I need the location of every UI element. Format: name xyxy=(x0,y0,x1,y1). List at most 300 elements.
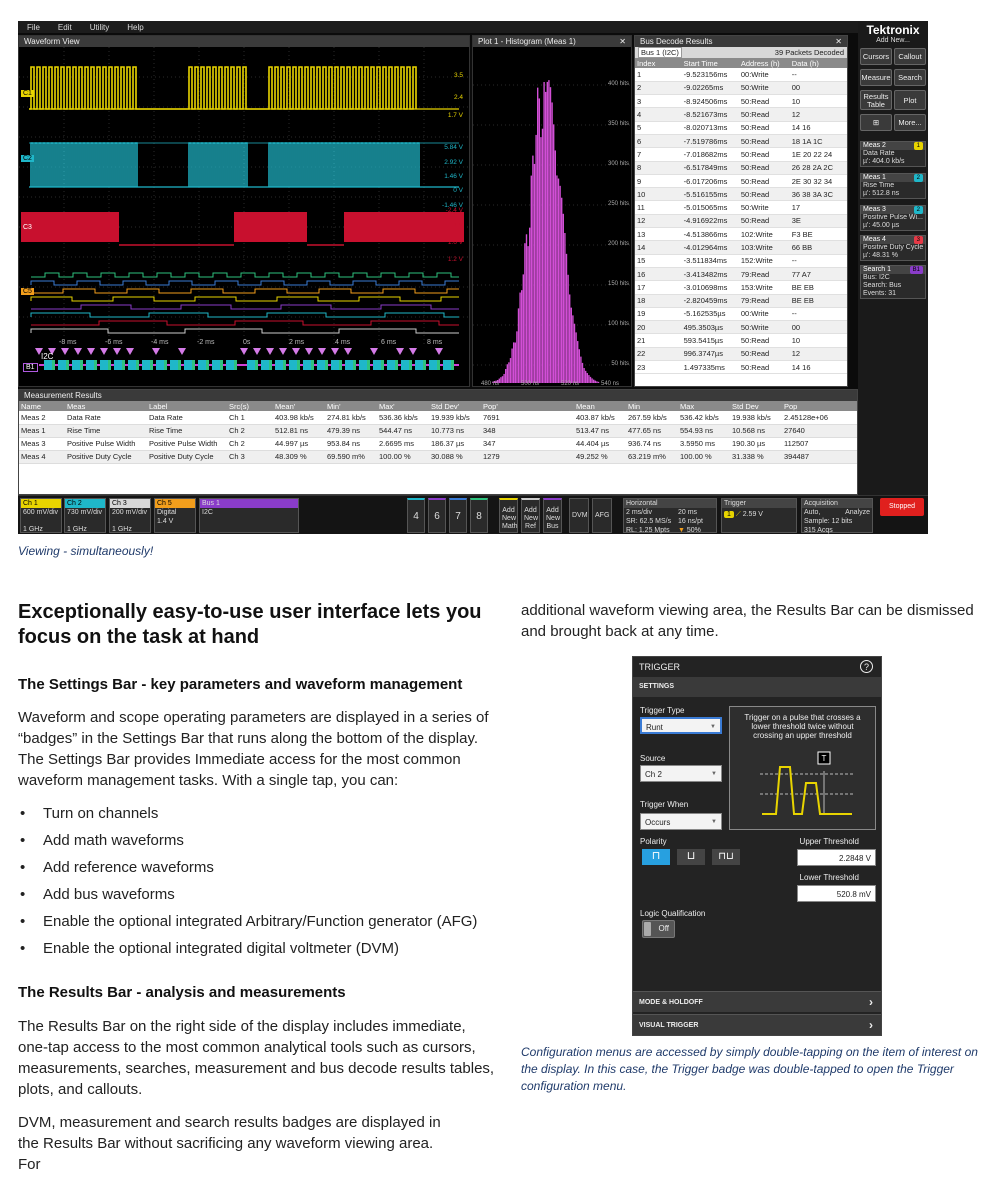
time-tick: -8 ms xyxy=(59,339,77,346)
table-cell: 44.404 µs xyxy=(574,437,626,450)
meas-col-header[interactable]: Label xyxy=(147,401,227,411)
table-cell: 30.088 % xyxy=(429,450,481,463)
table-cell: 19 xyxy=(635,307,682,320)
logic-qualification-toggle[interactable]: Off xyxy=(642,920,675,938)
table-cell: 536.36 kb/s xyxy=(377,411,429,424)
meas-col-header[interactable]: Min' xyxy=(325,401,377,411)
table-cell: -4.916922ms xyxy=(682,214,739,227)
polarity-either-button[interactable]: ⊓⊔ xyxy=(712,849,740,865)
time-tick: 0s xyxy=(243,339,251,346)
table-cell: 3E xyxy=(790,214,847,227)
trigger-when-label: Trigger When xyxy=(640,800,689,809)
add-new-label: Ref xyxy=(525,523,536,530)
table-row[interactable] xyxy=(635,241,847,254)
table-cell: 44.997 µs xyxy=(273,437,325,450)
trigger-type-select[interactable]: Runt ▼ xyxy=(640,717,722,734)
table-cell: 50:Read xyxy=(739,214,790,227)
polarity-negative-button[interactable]: ⊔ xyxy=(677,849,705,865)
waveform-plot[interactable] xyxy=(19,47,469,387)
table-cell: -4.513866ms xyxy=(682,228,739,241)
hist-y-label: 300 hits xyxy=(607,161,629,167)
trigger-type-label: Trigger Type xyxy=(640,706,685,715)
table-cell xyxy=(528,437,574,450)
table-cell: 26 28 2A 2C xyxy=(790,161,847,174)
ch2-waveform xyxy=(29,143,459,187)
table-cell: 7 xyxy=(635,148,682,161)
waveform-view-title: Waveform View xyxy=(19,36,469,47)
table-cell: 12 xyxy=(790,108,847,121)
table-cell: Rise Time xyxy=(65,424,147,437)
channel-badge-0[interactable] xyxy=(20,498,62,533)
table-cell: 403.87 kb/s xyxy=(574,411,626,424)
measurement-results-title: Measurement Results xyxy=(19,390,857,401)
badge-header: Ch 5 xyxy=(155,499,195,508)
menu-help[interactable]: Help xyxy=(127,22,144,32)
table-cell: 479.39 ns xyxy=(325,424,377,437)
table-cell: Meas 4 xyxy=(19,450,65,463)
table-cell: 10 xyxy=(790,95,847,108)
table-cell: 50:Read xyxy=(739,148,790,161)
add-new-label: Bus xyxy=(546,523,559,530)
table-cell: 1.497335ms xyxy=(682,361,739,374)
results-bar xyxy=(858,21,928,495)
bus-decode-table xyxy=(635,58,847,374)
table-row[interactable] xyxy=(635,347,847,360)
table-cell: 50:Read xyxy=(739,134,790,147)
table-cell: 77 A7 xyxy=(790,267,847,280)
badge-line: 600 mV/div xyxy=(23,509,59,516)
table-cell: 48.309 % xyxy=(273,450,325,463)
table-cell: 79:Read xyxy=(739,294,790,307)
bus-tag[interactable]: B1 xyxy=(23,363,38,372)
table-row[interactable] xyxy=(635,174,847,187)
table-row[interactable] xyxy=(635,334,847,347)
section-heading: Exceptionally easy-to-use user interface lets you focus on the task at hand xyxy=(18,601,482,648)
table-cell: Meas 3 xyxy=(19,437,65,450)
table-cell: 20 xyxy=(635,321,682,334)
mode-holdoff-section[interactable]: MODE & HOLDOFF › xyxy=(633,991,881,1012)
table-row[interactable] xyxy=(635,95,847,108)
table-row[interactable] xyxy=(19,450,857,463)
table-row[interactable] xyxy=(635,361,847,374)
table-cell: 23 xyxy=(635,361,682,374)
table-cell: 103:Write xyxy=(739,241,790,254)
badge-line: I2C xyxy=(202,509,213,516)
table-cell: 10.773 ns xyxy=(429,424,481,437)
table-cell: -3.511834ms xyxy=(682,254,739,267)
menu-bar xyxy=(18,21,858,33)
table-cell: 936.74 ns xyxy=(626,437,678,450)
meas-col-header[interactable]: Name xyxy=(19,401,65,411)
table-cell: 15 xyxy=(635,254,682,267)
bus-col-header[interactable]: Data (h) xyxy=(790,58,847,68)
badge-header: Ch 3 xyxy=(110,499,150,508)
table-cell: 18 1A 1C xyxy=(790,134,847,147)
table-row[interactable] xyxy=(19,424,857,437)
badge-line: 1 GHz xyxy=(67,526,87,533)
table-cell: 593.5415µs xyxy=(682,334,739,347)
results-table-button[interactable]: Results Table xyxy=(860,90,892,110)
bus-decode-title: Bus Decode Results ✕ xyxy=(635,36,847,47)
add-new-label: New xyxy=(546,515,561,522)
table-cell: 22 xyxy=(635,347,682,360)
time-tick: -4 ms xyxy=(151,339,169,346)
add-new-label: Math xyxy=(502,523,518,530)
table-cell: Positive Duty Cycle xyxy=(65,450,147,463)
result-badge-1[interactable]: Meas 1 2 Rise Time µ': 512.8 ns xyxy=(860,173,926,199)
table-row[interactable] xyxy=(635,161,847,174)
horizontal-badge[interactable]: Horizontal 2 ms/div 20 ms SR: 62.5 MS/s 16 ns/pt RL: 1.25 Mpts ▼ 50% xyxy=(623,498,717,533)
table-cell: Data Rate xyxy=(65,411,147,424)
add-new-label: Add xyxy=(502,507,515,514)
table-cell: 186.37 µs xyxy=(429,437,481,450)
scale-label: 5.84 V xyxy=(444,144,463,151)
table-row[interactable] xyxy=(635,254,847,267)
table-cell: 12 xyxy=(635,214,682,227)
bus-col-header[interactable]: Address (h) xyxy=(739,58,790,68)
table-row[interactable] xyxy=(635,201,847,214)
results-bar-heading: The Results Bar - analysis and measurements xyxy=(18,984,346,1001)
scale-label: 0 V xyxy=(453,187,463,194)
chevron-down-icon: ▼ xyxy=(710,724,716,730)
table-cell: F3 BE xyxy=(790,228,847,241)
visual-trigger-section[interactable]: VISUAL TRIGGER › xyxy=(633,1014,881,1035)
table-cell: 14 xyxy=(635,241,682,254)
table-row[interactable] xyxy=(635,321,847,334)
upper-threshold-input[interactable]: 2.2848 V xyxy=(797,849,876,866)
tektronix-logo: Tektronix xyxy=(866,23,920,37)
time-tick: -2 ms xyxy=(197,339,215,346)
add-channel-7-button[interactable]: 7 xyxy=(449,498,467,533)
table-cell: 1279 xyxy=(481,450,528,463)
source-select[interactable]: Ch 2 ▼ xyxy=(640,765,722,782)
table-cell: 50:Write xyxy=(739,321,790,334)
table-row[interactable] xyxy=(19,437,857,450)
results-bar-paragraph-1: The Results Bar on the right side of the display includes immediate, one-tap access to the most common analytical tools such as cursors, measurements, searches, measurement and bus decode results tables, plots, and callouts. xyxy=(18,1018,495,1098)
table-cell: 50:Read xyxy=(739,161,790,174)
hist-x-label: 520 ns xyxy=(561,381,580,387)
meas-col-header[interactable]: Meas xyxy=(65,401,147,411)
settings-section-header[interactable]: SETTINGS xyxy=(633,677,881,697)
table-row[interactable] xyxy=(635,134,847,147)
meas-col-header[interactable]: Std Dev xyxy=(730,401,782,411)
list-item: • Enable the optional integrated Arbitrary/Function generator (AFG) xyxy=(18,911,477,938)
table-cell: 27640 xyxy=(782,424,857,437)
table-cell: 9 xyxy=(635,174,682,187)
table-cell: Meas 2 xyxy=(19,411,65,424)
list-item: • Add bus waveforms xyxy=(18,884,477,911)
table-cell: 5 xyxy=(635,121,682,134)
measurement-results[interactable] xyxy=(18,389,858,495)
list-item: • Add reference waveforms xyxy=(18,857,477,884)
meas-col-header[interactable]: Mean' xyxy=(273,401,325,411)
toggle-knob xyxy=(644,922,651,936)
table-cell: 50:Read xyxy=(739,188,790,201)
oscilloscope-screen xyxy=(18,21,928,534)
bus-label: I2C xyxy=(41,352,54,361)
hist-x-label: 540 ns xyxy=(601,381,620,387)
help-icon[interactable]: ? xyxy=(860,660,873,673)
feature-list xyxy=(18,803,477,965)
badge-header: Ch 1 xyxy=(21,499,61,508)
close-icon[interactable]: ✕ xyxy=(835,37,842,46)
table-row[interactable] xyxy=(635,68,847,81)
table-cell: 348 xyxy=(481,424,528,437)
list-item: • Enable the optional integrated digital voltmeter (DVM) xyxy=(18,938,477,965)
table-cell: 79:Read xyxy=(739,267,790,280)
upper-threshold-label: Upper Threshold xyxy=(799,837,859,846)
table-cell: 69.590 m% xyxy=(325,450,377,463)
meas-col-header[interactable]: Std Dev' xyxy=(429,401,481,411)
figure-caption-1: Viewing - simultaneously! xyxy=(18,544,154,558)
add-channel-6-button[interactable]: 6 xyxy=(428,498,446,533)
table-cell: 347 xyxy=(481,437,528,450)
bus-col-header[interactable]: Index xyxy=(635,58,682,68)
table-row[interactable] xyxy=(635,108,847,121)
badge-line: 1.4 V xyxy=(157,518,174,525)
table-row[interactable] xyxy=(635,281,847,294)
close-icon[interactable]: ✕ xyxy=(619,37,626,46)
measurement-table xyxy=(19,401,857,464)
table-cell: 1E 20 22 24 xyxy=(790,148,847,161)
table-cell: -9.02265ms xyxy=(682,81,739,94)
table-cell: 13 xyxy=(635,228,682,241)
table-cell: -4.012964ms xyxy=(682,241,739,254)
channel-badge-4[interactable] xyxy=(199,498,299,533)
scale-label: 2 V xyxy=(453,222,463,229)
more-button[interactable]: More... xyxy=(894,114,926,131)
table-cell: 50:Read xyxy=(739,361,790,374)
table-cell: 190.30 µs xyxy=(730,437,782,450)
stopped-button[interactable]: Stopped xyxy=(880,498,924,516)
channel-badge-2[interactable] xyxy=(109,498,151,533)
add-channel-4-button[interactable]: 4 xyxy=(407,498,425,533)
badge-line: 1 GHz xyxy=(23,526,43,533)
list-item: • Turn on channels xyxy=(18,803,477,830)
table-cell: 50:Read xyxy=(739,95,790,108)
add-new-button-1[interactable] xyxy=(521,498,540,533)
add-new-button-2[interactable] xyxy=(543,498,562,533)
table-cell: -5.516155ms xyxy=(682,188,739,201)
table-cell: Ch 2 xyxy=(227,437,273,450)
logic-qualification-label: Logic Qualification xyxy=(640,909,706,918)
chevron-right-icon: › xyxy=(869,1018,873,1032)
table-cell: 2E 30 32 34 xyxy=(790,174,847,187)
scale-label: 1.2 V xyxy=(447,256,463,263)
table-cell: 513.47 ns xyxy=(574,424,626,437)
table-cell: Positive Pulse Width xyxy=(147,437,227,450)
settings-bar-paragraph: Waveform and scope operating parameters are displayed in a series of “badges” in the Settings Bar that runs along the bottom of the display. The Settings Bar provides Immediate access for the most common waveform management tasks. With a single tap, you can: xyxy=(18,709,489,789)
table-cell: 267.59 kb/s xyxy=(626,411,678,424)
table-cell: -5.162535µs xyxy=(682,307,739,320)
badge-line: Digital xyxy=(157,509,177,516)
add-new-label: New xyxy=(524,515,539,522)
acquisition-badge[interactable]: Acquisition Auto, Analyze Sample: 12 bits 315 Acqs xyxy=(801,498,873,533)
settings-bar xyxy=(18,495,928,534)
trigger-description: Trigger on a pulse that crosses a lower threshold twice without crossing an upper threshold xyxy=(744,713,861,740)
dvm-button[interactable]: DVM xyxy=(569,498,589,533)
meas-col-header[interactable]: Max xyxy=(678,401,730,411)
runt-pulse-diagram xyxy=(730,747,875,827)
table-cell: -8.924506ms xyxy=(682,95,739,108)
trigger-config-menu xyxy=(632,656,882,1036)
table-cell: -2.820459ms xyxy=(682,294,739,307)
lower-threshold-input[interactable]: 520.8 mV xyxy=(797,885,876,902)
table-cell: 17 xyxy=(635,281,682,294)
result-badge-4[interactable]: Search 1 B1 Bus: I2C Search: Bus Events: 31 xyxy=(860,265,926,299)
table-cell: 00 xyxy=(790,81,847,94)
ch5-label[interactable]: C5 xyxy=(23,288,32,295)
table-cell: 554.93 ns xyxy=(678,424,730,437)
table-cell: 00:Write xyxy=(739,68,790,81)
table-cell: 112507 xyxy=(782,437,857,450)
add-new-label: Add xyxy=(546,507,559,514)
chevron-down-icon: ▼ xyxy=(711,819,717,825)
table-row[interactable] xyxy=(635,214,847,227)
afg-button[interactable]: AFG xyxy=(592,498,612,533)
polarity-label: Polarity xyxy=(640,837,667,846)
meas-col-header[interactable]: Max' xyxy=(377,401,429,411)
table-cell: 10.568 ns xyxy=(730,424,782,437)
table-cell: 153:Write xyxy=(739,281,790,294)
search-button[interactable]: Search xyxy=(894,69,926,86)
scale-label: 1.46 V xyxy=(444,173,463,180)
bus-decode-results[interactable] xyxy=(634,35,848,387)
table-cell: -- xyxy=(790,68,847,81)
table-cell: -3.413482ms xyxy=(682,267,739,280)
menu-file[interactable]: File xyxy=(27,22,40,32)
meas-col-header[interactable]: Pop' xyxy=(481,401,528,411)
table-row[interactable] xyxy=(635,294,847,307)
table-cell: -7.519786ms xyxy=(682,134,739,147)
table-cell: 512.81 ns xyxy=(273,424,325,437)
table-cell: 18 xyxy=(635,294,682,307)
table-cell: 274.81 kb/s xyxy=(325,411,377,424)
plot-button[interactable]: Plot xyxy=(894,90,926,110)
table-cell: 4 xyxy=(635,108,682,121)
meas-col-header[interactable] xyxy=(528,401,574,411)
digital-waveforms xyxy=(31,273,459,346)
hist-y-label: 100 hits xyxy=(607,321,629,327)
result-badge-0[interactable]: Meas 2 1 Data Rate µ': 404.0 kb/s xyxy=(860,141,926,167)
table-cell: -- xyxy=(790,307,847,320)
table-cell: 536.42 kb/s xyxy=(678,411,730,424)
table-cell: 2.6695 ms xyxy=(377,437,429,450)
results-bar-paragraph-2: DVM, measurement and search results badges are displayed in the Results Bar without sacrificing any waveform viewing area. For xyxy=(18,1114,441,1173)
chevron-down-icon: ▼ xyxy=(711,771,717,777)
table-cell: 6 xyxy=(635,134,682,147)
table-cell: Rise Time xyxy=(147,424,227,437)
table-row[interactable] xyxy=(635,121,847,134)
menu-utility[interactable]: Utility xyxy=(89,22,110,32)
scale-label: 1.6 V xyxy=(447,239,463,246)
histogram-plot[interactable] xyxy=(472,35,632,387)
table-row[interactable] xyxy=(19,411,857,424)
trigger-badge[interactable]: Trigger 1 ⟋ 2.59 V xyxy=(721,498,797,533)
table-cell: 49.252 % xyxy=(574,450,626,463)
chevron-right-icon: › xyxy=(869,995,873,1009)
ch2-label[interactable]: C2 xyxy=(23,155,32,162)
grid-icon[interactable]: ⊞ xyxy=(860,114,892,131)
add-new-button-0[interactable] xyxy=(499,498,518,533)
hist-y-label: 250 hits xyxy=(607,201,629,207)
scale-label: -2.4 V xyxy=(445,207,463,214)
time-tick: 4 ms xyxy=(335,339,351,346)
badge-line: 200 mV/div xyxy=(112,509,148,516)
table-cell: BE EB xyxy=(790,281,847,294)
scale-label: 2.4 xyxy=(453,94,463,101)
hist-x-label: 500 ns xyxy=(521,381,540,387)
table-row[interactable] xyxy=(635,188,847,201)
table-row[interactable] xyxy=(635,81,847,94)
table-cell: Data Rate xyxy=(147,411,227,424)
bus-waveform xyxy=(39,360,459,370)
lower-threshold-label: Lower Threshold xyxy=(799,873,859,882)
histogram-chart xyxy=(473,47,631,387)
table-cell: 31.338 % xyxy=(730,450,782,463)
meas-col-header[interactable]: Src(s) xyxy=(227,401,273,411)
measure-button[interactable]: Measure xyxy=(860,69,892,86)
result-badge-2[interactable]: Meas 3 2 Positive Pulse Wi... µ': 45.00 µs xyxy=(860,205,926,231)
table-cell: 996.3747µs xyxy=(682,347,739,360)
table-cell: 102:Write xyxy=(739,228,790,241)
table-row[interactable] xyxy=(635,148,847,161)
figure-caption-2: Configuration menus are accessed by simply double-tapping on the item of interest on the display. In this case, the Trigger badge was double-tapped to open the Trigger configuration menu. xyxy=(521,1045,978,1093)
table-cell: 50:Read xyxy=(739,347,790,360)
badge-header: Ch 2 xyxy=(65,499,105,508)
ch3-waveform xyxy=(21,212,464,245)
meas-col-header[interactable]: Pop xyxy=(782,401,857,411)
channel-badge-3[interactable] xyxy=(154,498,196,533)
badge-header: Bus 1 xyxy=(200,499,298,508)
table-cell: 50:Read xyxy=(739,174,790,187)
scale-label: 1.7 V xyxy=(447,112,463,119)
trigger-when-select[interactable]: Occurs ▼ xyxy=(640,813,722,830)
meas-col-header[interactable]: Mean xyxy=(574,401,626,411)
callout-button[interactable]: Callout xyxy=(894,48,926,65)
waveform-view[interactable] xyxy=(18,35,470,387)
table-row[interactable] xyxy=(635,307,847,320)
ch3-label[interactable]: C3 xyxy=(23,224,32,231)
table-cell: -8.521673ms xyxy=(682,108,739,121)
result-badge-3[interactable]: Meas 4 3 Positive Duty Cycle µ': 48.31 % xyxy=(860,235,926,261)
table-row[interactable] xyxy=(635,267,847,280)
ch1-label[interactable]: C1 xyxy=(23,90,32,97)
time-tick: 8 ms xyxy=(427,339,443,346)
table-cell: 00 xyxy=(790,321,847,334)
table-cell: 66 BB xyxy=(790,241,847,254)
meas-col-header[interactable]: Min xyxy=(626,401,678,411)
trigger-description-panel xyxy=(729,706,876,830)
add-channel-8-button[interactable]: 8 xyxy=(470,498,488,533)
table-row[interactable] xyxy=(635,228,847,241)
scale-label: 3.5 xyxy=(453,72,463,79)
table-cell: 953.84 ns xyxy=(325,437,377,450)
scale-label: -1.46 V xyxy=(442,202,463,209)
scale-label: 2.92 V xyxy=(444,159,463,166)
list-item: • Add math waveforms xyxy=(18,830,477,857)
polarity-positive-button[interactable]: ⊓ xyxy=(642,849,670,865)
hist-y-label: 350 hits xyxy=(607,121,629,127)
bus-col-header[interactable]: Start Time xyxy=(682,58,739,68)
menu-edit[interactable]: Edit xyxy=(57,22,72,32)
channel-badge-1[interactable] xyxy=(64,498,106,533)
table-cell: 50:Write xyxy=(739,201,790,214)
table-cell xyxy=(528,450,574,463)
table-cell: 17 xyxy=(790,201,847,214)
badge-line: 730 mV/div xyxy=(67,509,103,516)
cursors-button[interactable]: Cursors xyxy=(860,48,892,65)
